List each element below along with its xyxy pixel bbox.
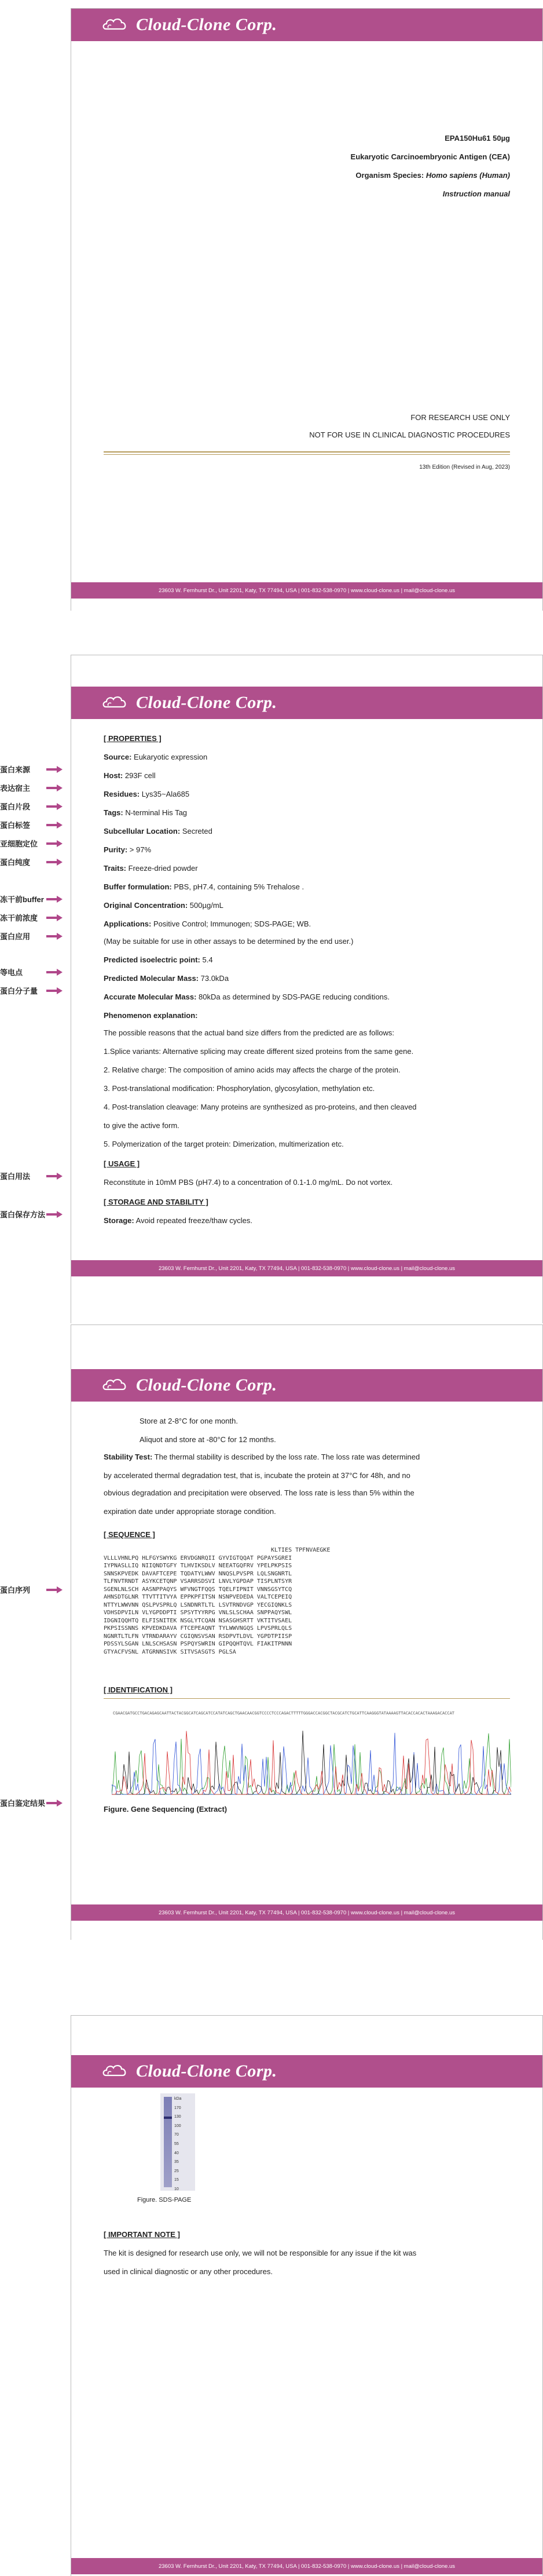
chromatogram-trace: [112, 1731, 511, 1795]
side-label-storage: [0, 1209, 65, 1220]
arrow-right-icon: [46, 1211, 63, 1218]
usage-text: Reconstitute in 10mM PBS (pH7.4) to a concentration of 0.1-1.0 mg/mL. Do not vortex.: [104, 1178, 393, 1187]
arrow-right-icon: [46, 896, 63, 903]
sequence-line: VDHSDPVILN VLYGPDDPTI SPSYTYYRPG VNLSLSCHAA SNPPAQYSWL: [104, 1610, 292, 1616]
phenomenon-intro: The possible reasons that the actual band size differs from the predicted are as follows:: [104, 1028, 394, 1037]
side-label-text: 蛋白用法: [0, 1172, 31, 1181]
properties-heading: [ PROPERTIES ]: [104, 734, 162, 743]
sequence-line: NGNRTLTLFN VTRNDARAYV CGIQNSVSAN RSDPVTLDVL YGPDTPIISP: [104, 1633, 292, 1640]
side-label-text: 蛋白分子量: [0, 987, 38, 995]
side-label-source: [0, 764, 65, 775]
manual-title: Instruction manual: [442, 189, 510, 198]
side-label-text: 等电点: [0, 968, 23, 977]
storage-line-2: Aliquot and store at -80°C for 12 months.: [140, 1435, 276, 1444]
arrow-right-icon: [46, 914, 63, 921]
pi-line: [104, 955, 213, 964]
footer-bar: 23603 W. Fernhurst Dr., Unit 2201, Katy, TX 77494, USA | 001-832-538-0970 | www.cloud-clone.us | mail@cloud-clone.us: [71, 2558, 542, 2574]
side-label-host: [0, 782, 65, 793]
purity-value: > 97%: [129, 845, 152, 854]
catalog-number: EPA150Hu61 50µg: [445, 134, 510, 143]
app-label: Applications:: [104, 920, 152, 928]
company-logo: Cloud-Clone Corp.: [136, 1375, 277, 1395]
accurate-mw-line: [104, 993, 390, 1001]
buffer-value: PBS, pH7.4, containing 5% Trehalose .: [174, 882, 304, 891]
subcell-value: Secreted: [182, 827, 212, 835]
ladder-label: 100: [174, 2123, 181, 2128]
header-bar: [71, 687, 542, 719]
sequence-line: SGENLNLSCH AASNPPAQYS WFVNGTFQQS TQELFIPNIT VNNSGSYTCQ: [104, 1586, 292, 1593]
identification-heading: [ IDENTIFICATION ]: [104, 1685, 173, 1694]
ladder-label: 55: [174, 2141, 179, 2146]
arrow-right-icon: [46, 766, 63, 773]
edition: 13th Edition (Revised in Aug, 2023): [419, 464, 510, 470]
side-label-ident: [0, 1797, 65, 1808]
residues-line: [104, 790, 189, 798]
sequence-line: TLFNVTRNDT ASYKCETQNP VSARRSDSVI LNVLYGPDAP TISPLNTSYR: [104, 1578, 292, 1585]
cover-divider: [104, 451, 510, 455]
arrow-right-icon: [46, 803, 63, 810]
side-label-buffer: [0, 893, 65, 904]
company-logo: Cloud-Clone Corp.: [136, 2061, 277, 2081]
amw-label: Accurate Molecular Mass:: [104, 993, 197, 1001]
concentration-line: [104, 901, 223, 910]
cloud-logo-icon: [101, 1375, 129, 1396]
arrow-right-icon: [46, 1173, 63, 1180]
phenomenon-2: 2. Relative charge: The composition of amino acids may affects the charge of the protein.: [104, 1066, 401, 1074]
phenomenon-1: 1.Splice variants: Alternative splicing may create different sized proteins from the same gene.: [104, 1047, 414, 1056]
sequence-line: PDSSYLSGAN LNLSCHSASN PSPQYSWRIN GIPQQHTQVL FIAKITPNNN: [104, 1641, 292, 1647]
side-label-text: 冻干前浓度: [0, 914, 38, 922]
purity-label: Purity:: [104, 845, 128, 854]
ladder-label: 35: [174, 2160, 179, 2165]
mw-line: [104, 974, 229, 983]
traits-value: Freeze-dried powder: [128, 864, 198, 873]
traits-line: [104, 864, 198, 873]
clinical-notice: NOT FOR USE IN CLINICAL DIAGNOSTIC PROCEDURES: [309, 430, 510, 439]
identification-divider: [104, 1698, 510, 1699]
sequence-line: VLLLVHNLPQ HLFGYSWYKG ERVDGNRQII GYVIGTQQAT PGPAYSGREI: [104, 1555, 292, 1561]
side-label-sequence: [0, 1584, 65, 1595]
buffer-label: Buffer formulation:: [104, 882, 172, 891]
arrow-right-icon: [46, 822, 63, 829]
side-label-text: 蛋白纯度: [0, 858, 31, 867]
page-important: [71, 2015, 543, 2576]
phenomenon-5: 5. Polymerization of the target protein: Dimerization, multimerization etc.: [104, 1140, 344, 1148]
stability-line-4: expiration date under appropriate storage condition.: [104, 1507, 276, 1516]
chromatogram-trace: [112, 1731, 511, 1794]
residues-label: Residues:: [104, 790, 140, 798]
subcell-label: Subcellular Location:: [104, 827, 181, 835]
applications-line: [104, 920, 311, 928]
sequence-line: KLTIES TPFNVAEGKE: [104, 1547, 331, 1553]
company-logo: Cloud-Clone Corp.: [136, 693, 277, 712]
arrow-right-icon: [46, 785, 63, 791]
storage-heading: [ STORAGE AND STABILITY ]: [104, 1198, 208, 1206]
ladder-label: 170: [174, 2106, 181, 2110]
gel-ladder: [174, 2095, 181, 2194]
page-properties: [71, 655, 543, 1323]
chromatogram-image: [112, 1709, 511, 1796]
ladder-label: 10: [174, 2187, 179, 2191]
ladder-label: 15: [174, 2178, 179, 2183]
side-label-text: 蛋白片段: [0, 802, 31, 811]
stability-label: Stability Test:: [104, 1453, 153, 1461]
side-label-tags: [0, 819, 65, 830]
company-logo: Cloud-Clone Corp.: [136, 15, 277, 34]
cloud-logo-icon: [101, 15, 129, 35]
side-label-mw: [0, 985, 65, 996]
subcell-line: [104, 827, 212, 835]
sequence-line: IYPNASLLIQ NIIQNDTGFY TLHVIKSDLV NEEATGQFRV YPELPKPSIS: [104, 1563, 292, 1569]
species-value: Homo sapiens (Human): [425, 171, 510, 180]
arrow-right-icon: [46, 969, 63, 976]
important-line-1: The kit is designed for research use only, we will not be responsible for any issue if the kit was: [104, 2249, 417, 2257]
storage-line: [104, 1216, 252, 1225]
chromatogram-svg: [112, 1709, 511, 1796]
side-label-app: [0, 931, 65, 942]
arrow-right-icon: [46, 1586, 63, 1593]
tags-line: [104, 808, 187, 817]
stability-line-2: by accelerated thermal degradation test, that is, incubate the protein at 37°C for 48h, and no: [104, 1471, 410, 1480]
purity-line: [104, 845, 151, 854]
cloud-logo-icon: [101, 693, 129, 713]
conc-label: Original Concentration:: [104, 901, 188, 910]
sequence-line: PKPSISSNNS KPVEDKDAVA FTCEPEAQNT TYLWWVNGQS LPVSPRLQLS: [104, 1625, 292, 1632]
side-label-text: 蛋白来源: [0, 765, 31, 774]
ladder-label: 40: [174, 2151, 179, 2155]
arrow-right-icon: [46, 933, 63, 940]
app-value: Positive Control; Immunogen; SDS-PAGE; WB.: [153, 920, 311, 928]
side-label-text: 蛋白保存方法: [0, 1210, 46, 1219]
side-label-pi: [0, 966, 65, 977]
side-label-purity: [0, 856, 65, 867]
sequence-line: IDGNIQQHTQ ELFISNITEK NSGLYTCQAN NSASGHSRTT VKTITVSAEL: [104, 1617, 292, 1624]
header-bar: [71, 1369, 542, 1402]
stability-line-1: [104, 1453, 420, 1461]
organism-species: [355, 171, 510, 180]
gel-lane: [164, 2097, 172, 2187]
gene-sequencing-caption: Figure. Gene Sequencing (Extract): [104, 1805, 228, 1814]
amw-value: 80kDa as determined by SDS-PAGE reducing conditions.: [199, 993, 390, 1001]
host-line: [104, 771, 156, 780]
side-label-text: 蛋白标签: [0, 821, 31, 830]
gel-band: [164, 2117, 172, 2119]
side-label-usage: [0, 1170, 65, 1181]
sds-page-gel-image: [160, 2093, 195, 2191]
side-label-subcell: [0, 838, 65, 849]
sequence-block: [104, 1546, 330, 1656]
tags-label: Tags:: [104, 808, 123, 817]
side-label-text: 蛋白应用: [0, 932, 31, 941]
source-value: Eukaryotic expression: [134, 753, 208, 761]
chromatogram-trace: [112, 1733, 511, 1794]
tags-value: N-terminal His Tag: [125, 808, 188, 817]
cloud-logo-icon: [101, 2061, 129, 2082]
pi-label: Predicted isoelectric point:: [104, 955, 200, 964]
sequence-line: SNNSKPVEDK DAVAFTCEPE TQDATYLWWV NNQSLPVSPR LQLSNGNRTL: [104, 1570, 292, 1577]
header-bar: [71, 2055, 542, 2088]
applications-note: (May be suitable for use in other assays to be determined by the end user.): [104, 937, 354, 946]
footer-bar: 23603 W. Fernhurst Dr., Unit 2201, Katy, TX 77494, USA | 001-832-538-0970 | www.cloud-clone.us | mail@cloud-clone.us: [71, 1260, 542, 1276]
mw-label: Predicted Molecular Mass:: [104, 974, 199, 983]
page-cover: [71, 8, 543, 611]
ladder-label: 25: [174, 2169, 179, 2173]
footer-bar: 23603 W. Fernhurst Dr., Unit 2201, Katy, TX 77494, USA | 001-832-538-0970 | www.cloud-clone.us | mail@cloud-clone.us: [71, 1904, 542, 1921]
storage-label: Storage:: [104, 1216, 134, 1225]
species-label: Organism Species:: [355, 171, 426, 180]
research-notice: FOR RESEARCH USE ONLY: [410, 413, 510, 422]
host-value: 293F cell: [124, 771, 156, 780]
host-label: Host:: [104, 771, 123, 780]
arrow-right-icon: [46, 840, 63, 847]
page-sequence: [71, 1325, 543, 1940]
important-heading: [ IMPORTANT NOTE ]: [104, 2230, 180, 2239]
sequence-line: GTYACFVSNL ATGRNNSIVK SITVSASGTS PGLSA: [104, 1648, 236, 1655]
traits-label: Traits:: [104, 864, 127, 873]
arrow-right-icon: [46, 1800, 63, 1807]
side-label-conc: [0, 912, 65, 923]
product-name: Eukaryotic Carcinoembryonic Antigen (CEA): [350, 152, 510, 161]
sds-page-caption: Figure. SDS-PAGE: [137, 2196, 192, 2203]
stability-text-1: The thermal stability is described by the loss rate. The loss rate was determined: [154, 1453, 420, 1461]
side-label-text: 亚细胞定位: [0, 840, 38, 848]
side-label-text: 蛋白鉴定结果: [0, 1799, 46, 1808]
sequence-line: NTTYLWWVNN QSLPVSPRLQ LSNDNRTLTL LSVTRNDVGP YECGIQNKLS: [104, 1601, 292, 1608]
chromatogram-bases: CGAACGATGCCTGACAGAGCAATTACTACGGCATCAGCATCCATATCAGCTGAACAACGGTCCCCTCCCAGACTTTTTGGGACCACGGCTACGCATCTGCATTCAAGGGTATAAAAGTTACACCACACTAAAGACACCAT: [113, 1711, 455, 1716]
ladder-label: 70: [174, 2133, 179, 2137]
side-label-text: 蛋白序列: [0, 1586, 31, 1595]
source-label: Source:: [104, 753, 132, 761]
sequence-line: AHNSDTGLNR TTVTTITVYA EPPKPFITSN NSNPVEDEDA VALTCEPEIQ: [104, 1594, 292, 1600]
header-bar: [71, 9, 542, 41]
side-label-residues: [0, 801, 65, 812]
residues-value: Lys35~Ala685: [141, 790, 190, 798]
phenomenon-4b: to give the active form.: [104, 1121, 179, 1130]
buffer-line: [104, 882, 304, 891]
chromatogram-trace: [112, 1734, 511, 1794]
pi-value: 5.4: [202, 955, 213, 964]
storage-value: Avoid repeated freeze/thaw cycles.: [135, 1216, 253, 1225]
important-line-2: used in clinical diagnostic or any other procedures.: [104, 2267, 273, 2276]
ladder-label: 130: [174, 2115, 181, 2119]
ladder-label: kDa: [174, 2097, 182, 2101]
arrow-right-icon: [46, 987, 63, 994]
phenomenon-3: 3. Post-translational modification: Phosphorylation, glycosylation, methylation etc.: [104, 1084, 375, 1093]
footer-bar: 23603 W. Fernhurst Dr., Unit 2201, Katy, TX 77494, USA | 001-832-538-0970 | www.cloud-clone.us | mail@cloud-clone.us: [71, 582, 542, 599]
arrow-right-icon: [46, 859, 63, 866]
sequence-heading: [ SEQUENCE ]: [104, 1530, 155, 1539]
source-line: [104, 753, 207, 761]
phenomenon-label: Phenomenon explanation:: [104, 1011, 198, 1020]
mw-value: 73.0kDa: [200, 974, 229, 983]
storage-line-1: Store at 2-8°C for one month.: [140, 1417, 238, 1425]
conc-value: 500µg/mL: [189, 901, 223, 910]
stability-line-3: obvious degradation and precipitation were observed. The loss rate is less than 5% within the: [104, 1488, 414, 1497]
side-label-text: 表达宿主: [0, 784, 31, 793]
side-label-text: 冻干前buffer: [0, 895, 44, 904]
usage-heading: [ USAGE ]: [104, 1159, 140, 1168]
phenomenon-4a: 4. Post-translation cleavage: Many proteins are synthesized as pro-proteins, and then cleaved: [104, 1103, 417, 1111]
